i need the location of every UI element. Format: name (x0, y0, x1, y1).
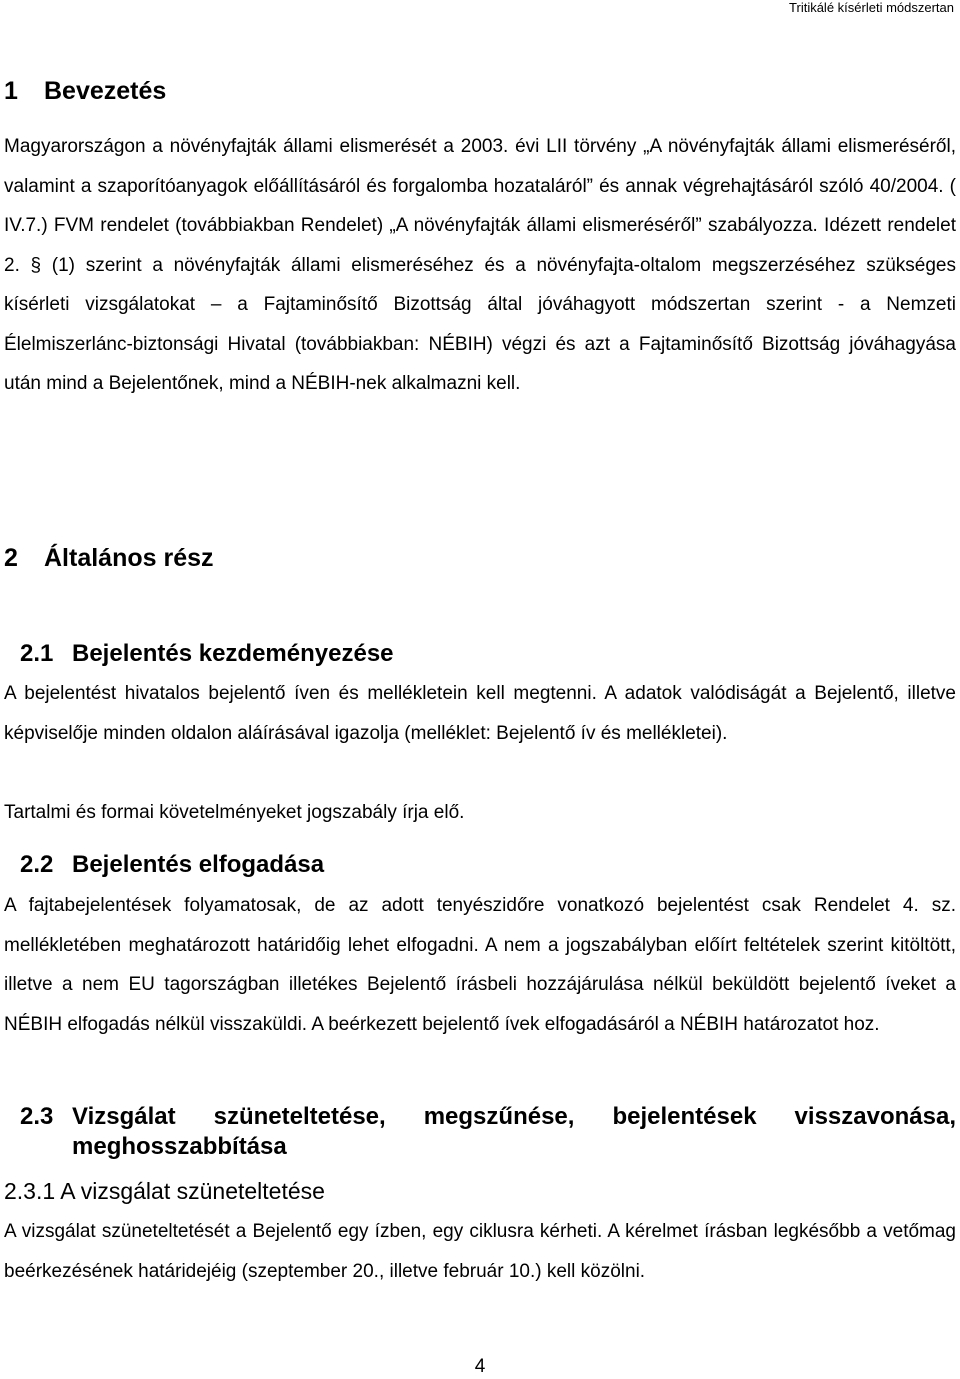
heading-section-2-3 (20, 1102, 956, 1162)
heading-section-2-2 (20, 850, 324, 880)
paragraph-suspension: A vizsgálat szüneteltetését a Bejelentő egy ízben, egy ciklusra kérheti. A kérelmet írásban legkésőbb a vetőmag beérkezésének határidejéig (szeptember 20., illetve február 10.) kell közölni. (4, 1221, 956, 1282)
heading-title: Bevezetés (44, 77, 167, 105)
heading-section-1 (4, 76, 166, 106)
heading-section-2 (4, 543, 214, 573)
paragraph-acceptance: A fajtabejelentések folyamatosak, de az adott tenyészidőre vonatkozó bejelentést csak Rendelet 4. sz. mellékletében meghatározott határidőig lehet elfogadni. A nem a jogszabályban előírt feltételek szerint kitöltött, illetve a nem EU tagországban illetékes Bejelentő írásbeli hozzájárulása nélkül beküldött bejelentő íveket a NÉBIH elfogadás nélkül visszaküldi. A beérkezett bejelentő ívek elfogadásáról a NÉBIH határozatot hoz. (4, 895, 956, 1035)
heading-title: Vizsgálat szüneteltetése, megszűnése, bejelentések visszavonása, meghosszabbítása (72, 1103, 956, 1160)
heading-number: 2.1 (20, 640, 54, 667)
heading-title: Általános rész (44, 544, 214, 572)
paragraph-submission: A bejelentést hivatalos bejelentő íven és mellékletein kell megtenni. A adatok valódiságát a Bejelentő, illetve képviselője minden oldalon aláírásával igazolja (melléklet: Bejelentő ív és mellékletei). (4, 683, 956, 744)
heading-title: Bejelentés elfogadása (72, 851, 325, 878)
heading-title: A vizsgálat szüneteltetése (60, 1178, 325, 1204)
paragraph-introduction: Magyarországon a növényfajták állami elismerését a 2003. évi LII törvény „A növényfajták állami elismeréséről, valamint a szaporítóanyagok előállításáról és forgalomba hozataláról” és annak végrehajtásáról szóló 40/2004. ( IV.7.) FVM rendelet (továbbiakban Rendelet) „A növényfajták állami elismeréséről” szabályozza. Idézett rendelet 2. § (1) szerint a növényfajták állami elismeréséhez és a növényfajta-oltalom megszerzéséhez szükséges kísérleti vizsgálatokat – a Fajtaminősítő Bizottság által jóváhagyott módszertan szerint - a Nemzeti Élelmiszerlánc-biztonsági Hivatal (továbbiakban: NÉBIH) végzi és azt a Fajtaminősítő Bizottság jóváhagyása után mind a Bejelentőnek, mind a NÉBIH-nek alkalmazni kell. (4, 136, 956, 394)
heading-title: Bejelentés kezdeményezése (72, 640, 394, 667)
heading-number: 2.2 (20, 851, 54, 878)
running-header: Tritikálé kísérleti módszertan (789, 0, 954, 15)
heading-section-2-3-1 (4, 1176, 325, 1206)
heading-number: 2.3.1 (4, 1178, 56, 1204)
paragraph-requirements: Tartalmi és formai követelményeket jogszabály írja elő. (4, 802, 465, 823)
heading-section-2-1 (20, 639, 394, 669)
page-number: 4 (474, 1356, 486, 1377)
heading-number: 2.3 (20, 1103, 54, 1130)
heading-number: 1 (4, 77, 18, 105)
heading-number: 2 (4, 544, 18, 572)
